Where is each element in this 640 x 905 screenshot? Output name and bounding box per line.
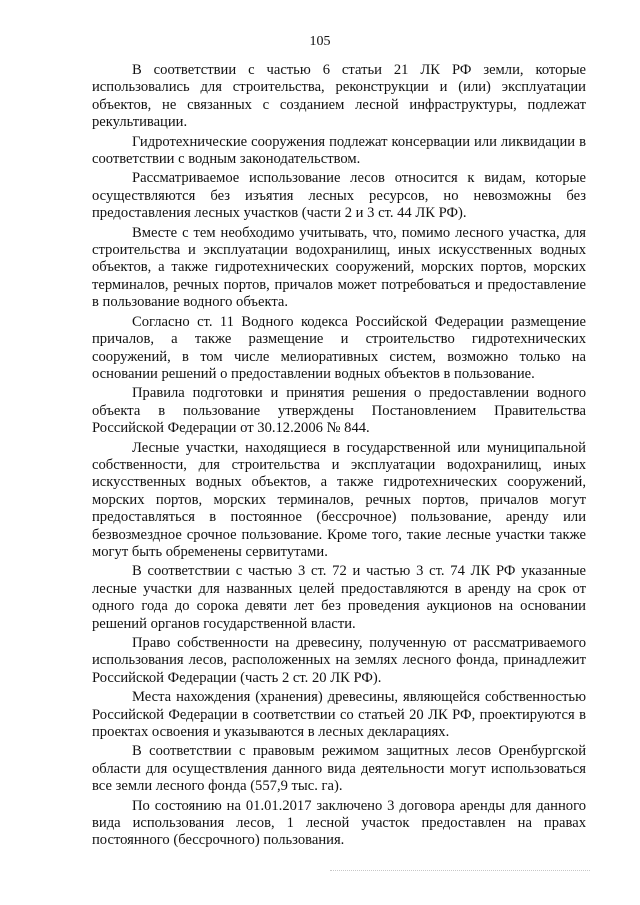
page-number: 105 xyxy=(309,34,331,49)
paragraph: Лесные участки, находящиеся в государственной или муниципальной собственности, для строительства и эксплуатации водохранилищ, иных искусственных водных объектов, а также гидротехнических сооружений, морских портов, морских терминалов, речных портов, причалов могут предоставляться в постоянное (бессрочное) пользование, аренду или безвозмездное срочное пользование. Кроме того, такие лесные участки также могут быть обременены сервитутами. xyxy=(92,439,586,560)
paragraph: Рассматриваемое использование лесов относится к видам, которые осуществляются без изъятия лесных ресурсов, но невозможны без предоставления лесных участков (части 2 и 3 ст. 44 ЛК РФ). xyxy=(92,170,586,222)
body-text xyxy=(92,62,586,852)
scan-artifact-line xyxy=(330,870,590,873)
paragraph: Гидротехнические сооружения подлежат консервации или ликвидации в соответствии с водным законодательством. xyxy=(92,133,586,168)
paragraph: Вместе с тем необходимо учитывать, что, помимо лесного участка, для строительства и эксплуатации водохранилищ, иных искусственных водных объектов, а также гидротехнических сооружений, морских портов, морских терминалов, речных портов, причалов может потребоваться и предоставление в пользование водного объекта. xyxy=(92,224,586,311)
paragraph: Места нахождения (хранения) древесины, являющейся собственностью Российской Федерации в соответствии со статьей 20 ЛК РФ, проектируются в проектах освоения и указываются в лесных декларациях. xyxy=(92,689,586,741)
paragraph: В соответствии с частью 6 статьи 21 ЛК РФ земли, которые использовались для строительства, реконструкции и (или) эксплуатации объектов, не связанных с созданием лесной инфраструктуры, подлежат рекультивации. xyxy=(92,62,586,131)
paragraph: В соответствии с правовым режимом защитных лесов Оренбургской области для осуществления данного вида деятельности могут использоваться все земли лесного фонда (557,9 тыс. га). xyxy=(92,743,586,795)
paragraph: Право собственности на древесину, полученную от рассматриваемого использования лесов, расположенных на землях лесного фонда, принадлежит Российской Федерации (часть 2 ст. 20 ЛК РФ). xyxy=(92,635,586,686)
paragraph: Правила подготовки и принятия решения о предоставлении водного объекта в пользование утверждены Постановлением Правительства Российской Федерации от 30.12.2006 № 844. xyxy=(92,385,586,437)
paragraph: В соответствии с частью 3 ст. 72 и частью 3 ст. 74 ЛК РФ указанные лесные участки для названных целей предоставляются в аренду на срок от одного года до сорока девяти лет без проведения аукционов на основании решений органов государственной власти. xyxy=(92,563,586,632)
paragraph: Согласно ст. 11 Водного кодекса Российской Федерации размещение причалов, а также размещение и строительство гидротехнических сооружений, в том числе мелиоративных систем, возможно только на основании решений о предоставлении водных объектов в пользование. xyxy=(92,313,586,382)
paragraph: По состоянию на 01.01.2017 заключено 3 договора аренды для данного вида использования лесов, 1 лесной участок предоставлен на правах постоянного (бессрочного) пользования. xyxy=(92,797,586,849)
